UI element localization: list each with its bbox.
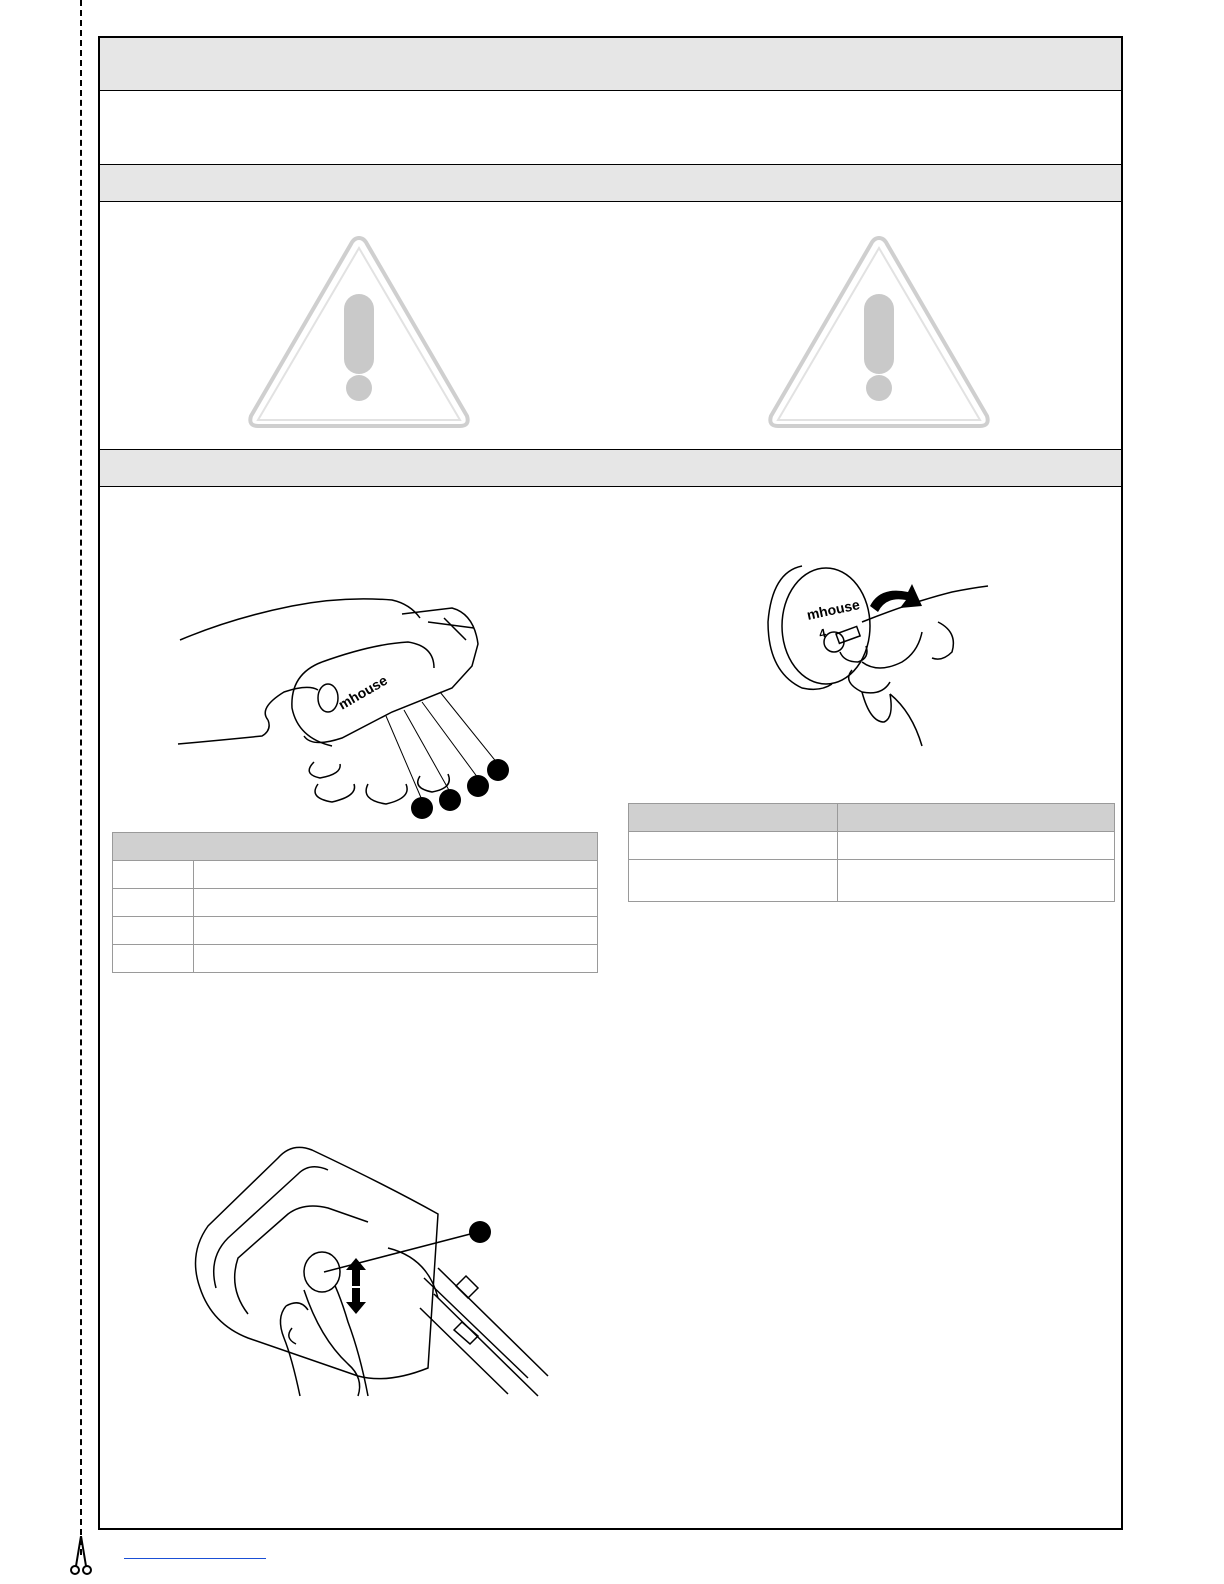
operation-divider-bottom: [100, 486, 1121, 487]
key-selector-brand-label: mhouse: [805, 596, 862, 623]
callout-marker: [439, 789, 461, 811]
table-header: [113, 833, 598, 861]
table-cell-key: [629, 860, 838, 902]
instruction-sheet: [98, 36, 1123, 1530]
table-cell-key: [113, 945, 194, 973]
callout-marker: [469, 1221, 491, 1243]
table-row: [113, 945, 598, 973]
scissors-icon: [68, 1536, 94, 1576]
warnings-divider: [100, 201, 1121, 202]
callout-marker: [411, 797, 433, 819]
rotate-arrow-icon: [870, 584, 922, 612]
table-cell-key: [629, 832, 838, 860]
callout-marker: [467, 775, 489, 797]
table-cell-value: [838, 860, 1115, 902]
warning-triangle-icon: [766, 234, 992, 430]
table-cell-value: [194, 889, 598, 917]
cut-line: [80, 0, 82, 1555]
key-cylinder: [824, 632, 844, 652]
callout-marker: [487, 759, 509, 781]
table-row: [629, 832, 1115, 860]
warnings-section-band: [100, 165, 1121, 201]
table-cell-value: [194, 917, 598, 945]
operation-section-band: [100, 450, 1121, 486]
header-band: [100, 38, 1121, 90]
down-arrow-icon: [346, 1288, 366, 1314]
operator-unit-illustration: [188, 1138, 562, 1400]
key-selector-illustration: [762, 562, 994, 752]
table-cell-key: [113, 917, 194, 945]
table-row: [113, 917, 598, 945]
table-cell-value: [194, 945, 598, 973]
table-row: [629, 860, 1115, 902]
table-header: [838, 804, 1115, 832]
transmitter-illustration: [172, 588, 524, 828]
transmitter-buttons-table: [112, 832, 598, 973]
table-cell-value: [838, 832, 1115, 860]
key-selector-model-label: 4: [817, 625, 828, 641]
release-button[interactable]: [304, 1252, 340, 1292]
table-header: [629, 804, 838, 832]
warning-triangle-icon: [246, 234, 472, 430]
transmitter-brand-label: mhouse: [335, 671, 390, 713]
table-cell-key: [113, 861, 194, 889]
table-cell-value: [194, 861, 598, 889]
table-row: [113, 889, 598, 917]
table-cell-key: [113, 889, 194, 917]
table-row: [113, 861, 598, 889]
intro-area: [100, 91, 1121, 164]
footer-link-underline[interactable]: [124, 1556, 266, 1559]
key-selector-table: [628, 803, 1115, 902]
